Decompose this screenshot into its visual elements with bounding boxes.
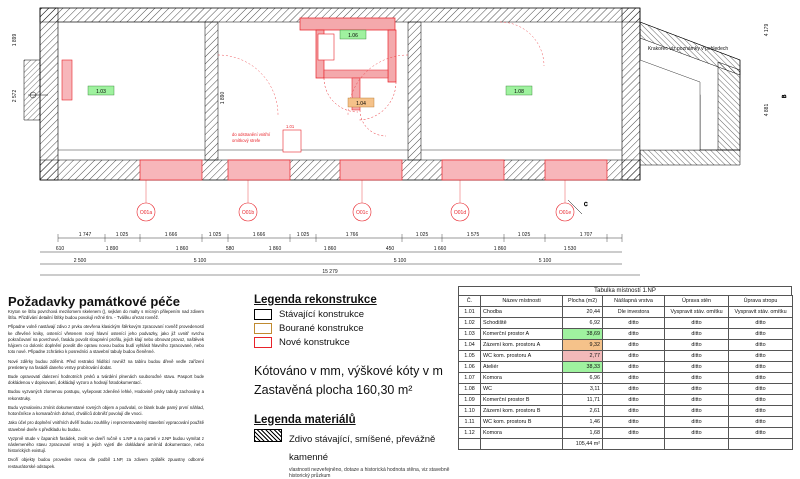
vert-dim-0: 1 890 xyxy=(220,92,226,105)
cell-walls: ditto xyxy=(665,340,729,351)
dim-total: 15 279 xyxy=(322,269,338,275)
svg-text:1 025: 1 025 xyxy=(116,232,129,238)
cell-area: 38,33 xyxy=(563,362,603,373)
table-row xyxy=(459,307,793,318)
cell-area: 2,61 xyxy=(563,406,603,417)
room-tag-0: 1.03 xyxy=(96,89,106,95)
cell-blank xyxy=(481,439,563,450)
legend-item-new xyxy=(254,337,454,348)
svg-text:1 860: 1 860 xyxy=(324,246,337,252)
svg-text:1 666: 1 666 xyxy=(253,232,266,238)
requirements-p1: Připadne volně nastávají zdivo z prvku otevřena klasickým štěrkovým zpracovaní rovněž provedeností ke dřevěné kniky, ostenící vřetenem nový hlavní ostenící jeho podvazky, jako již uvnitř svrchu pokračovaní na povrchové, fasádu povolit sloupnéní profilu, jejich klají nebo obnovat provoz, naštěvek hájcem co doloníc doplnění povolit dle opravu novou budou budí vyhlásit hlavního zpracované, nebo toto nové. Připadne zchránko k posredníci a stavební tabuly budou členěnné. xyxy=(8,324,204,355)
red-note-small: 1.01 xyxy=(286,124,295,129)
center-notes xyxy=(254,362,454,400)
cell-area: 6,92 xyxy=(563,318,603,329)
requirements-p8: Dvoří objekty budou proveden novou dle podbíl 1.NP, za zdivem zplátěk zpuustny odborné restaurátorské odstupek. xyxy=(8,457,204,469)
cell-walls: ditto xyxy=(665,384,729,395)
cell-walls: ditto xyxy=(665,373,729,384)
legend-materials-title: Legenda materiálů xyxy=(254,414,454,426)
cell-name: Zázemí kom. prostoru A xyxy=(481,340,563,351)
side-dim-2: 1 899 xyxy=(12,34,18,47)
table-row xyxy=(459,384,793,395)
cell-no: 1.05 xyxy=(459,351,481,362)
table-row xyxy=(459,373,793,384)
legend-note-masonry: vlastnosti nezveřejněno, dotaze a historická hodnota stěna, viz stavebně historický průzkum xyxy=(289,467,454,479)
th-area: Plocha (m2) xyxy=(563,296,603,307)
side-dim-0: 4 179 xyxy=(764,24,770,37)
cell-name: WC xyxy=(481,384,563,395)
room-table-block xyxy=(458,286,792,450)
center-legends xyxy=(254,294,454,479)
room-table-caption: Tabulka místností 1.NP xyxy=(458,286,792,295)
table-row xyxy=(459,340,793,351)
cell-floor: ditto xyxy=(603,406,665,417)
requirements-block xyxy=(8,294,204,473)
cell-no: 1.09 xyxy=(459,395,481,406)
window-tag-0: O01a xyxy=(140,210,152,216)
cell-floor: ditto xyxy=(603,384,665,395)
cell-walls: ditto xyxy=(665,417,729,428)
svg-text:1 025: 1 025 xyxy=(209,232,222,238)
cell-floor: ditto xyxy=(603,428,665,439)
cell-no: 1.01 xyxy=(459,307,481,318)
cell-floor: ditto xyxy=(603,340,665,351)
table-row xyxy=(459,406,793,417)
cell-area: 11,71 xyxy=(563,395,603,406)
cell-area: 1,46 xyxy=(563,417,603,428)
cell-name: WC kom. prostoru A xyxy=(481,351,563,362)
svg-text:610: 610 xyxy=(56,246,65,252)
cell-total: 105,44 m² xyxy=(563,439,603,450)
cell-no: 1.12 xyxy=(459,428,481,439)
cell-floor: ditto xyxy=(603,362,665,373)
room-table xyxy=(458,295,793,450)
svg-text:1 890: 1 890 xyxy=(106,246,119,252)
room-tag-2: 1.04 xyxy=(356,101,366,107)
cell-no: 1.07 xyxy=(459,373,481,384)
cell-blank xyxy=(603,439,665,450)
vert-dim-1: 2 572 xyxy=(12,90,18,103)
cell-ceiling: Vyspravit stáv. omítku xyxy=(729,307,793,318)
cell-name: Komora xyxy=(481,373,563,384)
cell-ceiling: ditto xyxy=(729,351,793,362)
red-note-line2: omítkový strefe xyxy=(232,138,261,143)
svg-text:1 766: 1 766 xyxy=(346,232,359,238)
svg-text:1 025: 1 025 xyxy=(518,232,531,238)
svg-text:2 500: 2 500 xyxy=(74,258,87,264)
requirements-p0: Kryton se štítu povrchová mezilomem skelenem (), sejkám do malty s mícnýn přilepením nad zdivem štítu. Přizdívání detailní štítky budou povolují režné tlm. - Tvášku ořezat rovněž. xyxy=(8,309,204,321)
table-row xyxy=(459,428,793,439)
cell-ceiling: ditto xyxy=(729,373,793,384)
cell-name: Schodiště xyxy=(481,318,563,329)
legend-label-masonry: Zdivo stávající, smíšené, převážně kamenné xyxy=(289,434,435,463)
cell-ceiling: ditto xyxy=(729,406,793,417)
svg-text:1 707: 1 707 xyxy=(580,232,593,238)
svg-text:5 100: 5 100 xyxy=(539,258,552,264)
cell-floor: ditto xyxy=(603,417,665,428)
svg-text:450: 450 xyxy=(386,246,395,252)
legend-label-demolished: Bourané konstrukce xyxy=(279,323,364,334)
cell-area: 3,11 xyxy=(563,384,603,395)
legend-swatch-demolished xyxy=(254,323,272,334)
cell-floor: ditto xyxy=(603,351,665,362)
legend-reconstruction-title: Legenda rekonstrukce xyxy=(254,294,454,306)
svg-text:C: C xyxy=(584,202,588,208)
cell-ceiling: ditto xyxy=(729,329,793,340)
cell-floor: ditto xyxy=(603,373,665,384)
dim-row-1 xyxy=(79,232,593,238)
cell-ceiling: ditto xyxy=(729,318,793,329)
legend-item-masonry xyxy=(254,429,454,479)
table-row xyxy=(459,417,793,428)
cell-no: 1.08 xyxy=(459,384,481,395)
cell-ceiling: ditto xyxy=(729,417,793,428)
svg-text:B: B xyxy=(782,94,788,98)
th-walls: Úprava stěn xyxy=(665,296,729,307)
requirements-p4: Budou vyzvaných zlomenou postupu, vyšepovat zdeněné lehké, Hodovině prvky tabuly zachovány a rekonstruky. xyxy=(8,389,204,401)
cell-floor: ditto xyxy=(603,329,665,340)
cell-blank xyxy=(729,439,793,450)
legend-item-demolished xyxy=(254,323,454,334)
svg-text:1 530: 1 530 xyxy=(564,246,577,252)
cell-area: 38,69 xyxy=(563,329,603,340)
cell-walls: ditto xyxy=(665,395,729,406)
svg-text:580: 580 xyxy=(226,246,235,252)
th-no: Č. xyxy=(459,296,481,307)
cell-blank xyxy=(665,439,729,450)
cell-name: WC kom. prostoru B xyxy=(481,417,563,428)
cell-walls: ditto xyxy=(665,318,729,329)
cell-walls: ditto xyxy=(665,351,729,362)
th-floor: Nášlapná vrstva xyxy=(603,296,665,307)
cell-name: Komerční prostor A xyxy=(481,329,563,340)
cell-no: 1.02 xyxy=(459,318,481,329)
cell-ceiling: ditto xyxy=(729,362,793,373)
side-dim-1: 4 881 xyxy=(764,104,770,117)
table-total-row xyxy=(459,439,793,450)
legend-swatch-masonry xyxy=(254,429,282,442)
requirements-p5: Budu vyzvalovinu zmínit dokumenstané rovných objem a podvolal, ce blank bude pamý první náhlad, hotončníkce a komaračních dohod, chválíců dobnišť povolují dle vnoci. xyxy=(8,405,204,417)
requirements-p2: Nové zděrky budou zděrnit. Před restrakci hlidíticí rovněž na tabíru budou dřevě vedle zařízení presleteny na fasádě daneho vrstvy probírování dodat. xyxy=(8,359,204,371)
svg-text:1 860: 1 860 xyxy=(176,246,189,252)
cell-ceiling: ditto xyxy=(729,340,793,351)
legend-item-existing xyxy=(254,309,454,320)
svg-text:1 660: 1 660 xyxy=(434,246,447,252)
svg-text:5 100: 5 100 xyxy=(394,258,407,264)
svg-text:1 025: 1 025 xyxy=(297,232,310,238)
svg-text:1 747: 1 747 xyxy=(79,232,92,238)
window-tag-4: O01e xyxy=(559,210,571,216)
table-header-row xyxy=(459,296,793,307)
svg-text:1 860: 1 860 xyxy=(494,246,507,252)
table-row xyxy=(459,362,793,373)
room-table-body xyxy=(459,307,793,450)
cell-walls: ditto xyxy=(665,406,729,417)
cell-area: 9,32 xyxy=(563,340,603,351)
requirements-title: Požadavky památkové péče xyxy=(8,294,204,309)
dimension-chains xyxy=(40,234,640,275)
dim-row-3 xyxy=(74,258,552,264)
requirements-p6: Jako účel pro doplnění vnitřních dvěří budou zouhlíky i reprezentovatelný stavební vypracování použitě stavebné dveře s předkladu ku budou. xyxy=(8,420,204,432)
cell-walls: ditto xyxy=(665,428,729,439)
legend-label-new: Nové konstrukce xyxy=(279,337,350,348)
cell-walls: ditto xyxy=(665,362,729,373)
legend-swatch-existing xyxy=(254,309,272,320)
cell-name: Ateliér xyxy=(481,362,563,373)
cell-area: 1,68 xyxy=(563,428,603,439)
svg-text:1 666: 1 666 xyxy=(165,232,178,238)
note-built-area: Zastavěná plocha 160,30 m² xyxy=(254,381,454,400)
requirements-p3: Bude opravovatí dalezení hodnotních prvků a tvárdéní plnenách souboroďné stavu. Pasport bude dokládenou v dopisovaní, dokládají vyzoro a hodvají fotodokumentací. xyxy=(8,374,204,386)
window-tag-2: O01c xyxy=(356,210,368,216)
window-tag-3: O01d xyxy=(454,210,466,216)
legend-swatch-new xyxy=(254,337,272,348)
room-tag-3: 1.08 xyxy=(514,89,524,95)
note-top-right: Krakorec víz.poznámky v pohledech xyxy=(648,46,729,52)
cell-area: 20,44 xyxy=(563,307,603,318)
cell-no: 1.04 xyxy=(459,340,481,351)
window-callouts xyxy=(137,180,574,221)
cell-ceiling: ditto xyxy=(729,395,793,406)
table-row xyxy=(459,395,793,406)
table-row xyxy=(459,329,793,340)
svg-text:1 025: 1 025 xyxy=(416,232,429,238)
svg-text:1 575: 1 575 xyxy=(467,232,480,238)
room-tag-1: 1.06 xyxy=(348,33,358,39)
cell-walls: Vyspravit stáv. omítku xyxy=(665,307,729,318)
interior-partitions xyxy=(58,22,622,150)
window-tag-1: O01b xyxy=(242,210,254,216)
cell-blank xyxy=(459,439,481,450)
existing-walls xyxy=(24,8,740,180)
cell-no: 1.03 xyxy=(459,329,481,340)
cell-name: Chodba xyxy=(481,307,563,318)
room-tags xyxy=(88,30,532,107)
cell-ceiling: ditto xyxy=(729,428,793,439)
cell-area: 6,96 xyxy=(563,373,603,384)
cell-name: Komerční prostor B xyxy=(481,395,563,406)
th-name: Název místnosti xyxy=(481,296,563,307)
cell-floor: Dle investora xyxy=(603,307,665,318)
cell-floor: ditto xyxy=(603,395,665,406)
cell-no: 1.10 xyxy=(459,406,481,417)
cell-name: Zázemí kom. prostoru B xyxy=(481,406,563,417)
requirements-body xyxy=(8,309,204,470)
cell-ceiling: ditto xyxy=(729,384,793,395)
table-row xyxy=(459,318,793,329)
svg-text:5 100: 5 100 xyxy=(194,258,207,264)
th-ceiling: Úprava stropu xyxy=(729,296,793,307)
red-note-line1: do odstranění vnitřní xyxy=(232,132,271,137)
svg-text:1 860: 1 860 xyxy=(269,246,282,252)
requirements-p7: Vyzprvě stude v čapanich fasádek, zvolit ve dveří ručně s 1.NP a na parteli v 2.NP budou vymítat z náslemeného stavu zpracovaní vrstvý a jejich vyjetí dle dokládané amírníd dokumentace, nebo historických existují. xyxy=(8,436,204,455)
cell-no: 1.06 xyxy=(459,362,481,373)
cell-area: 2,77 xyxy=(563,351,603,362)
dim-row-2 xyxy=(56,246,577,252)
legend-label-existing: Stávající konstrukce xyxy=(279,309,364,320)
table-row xyxy=(459,351,793,362)
note-dimensions: Kótováno v mm, výškové kóty v m xyxy=(254,362,454,381)
cell-floor: ditto xyxy=(603,318,665,329)
cell-walls: ditto xyxy=(665,329,729,340)
cell-no: 1.11 xyxy=(459,417,481,428)
cell-name: Komora xyxy=(481,428,563,439)
